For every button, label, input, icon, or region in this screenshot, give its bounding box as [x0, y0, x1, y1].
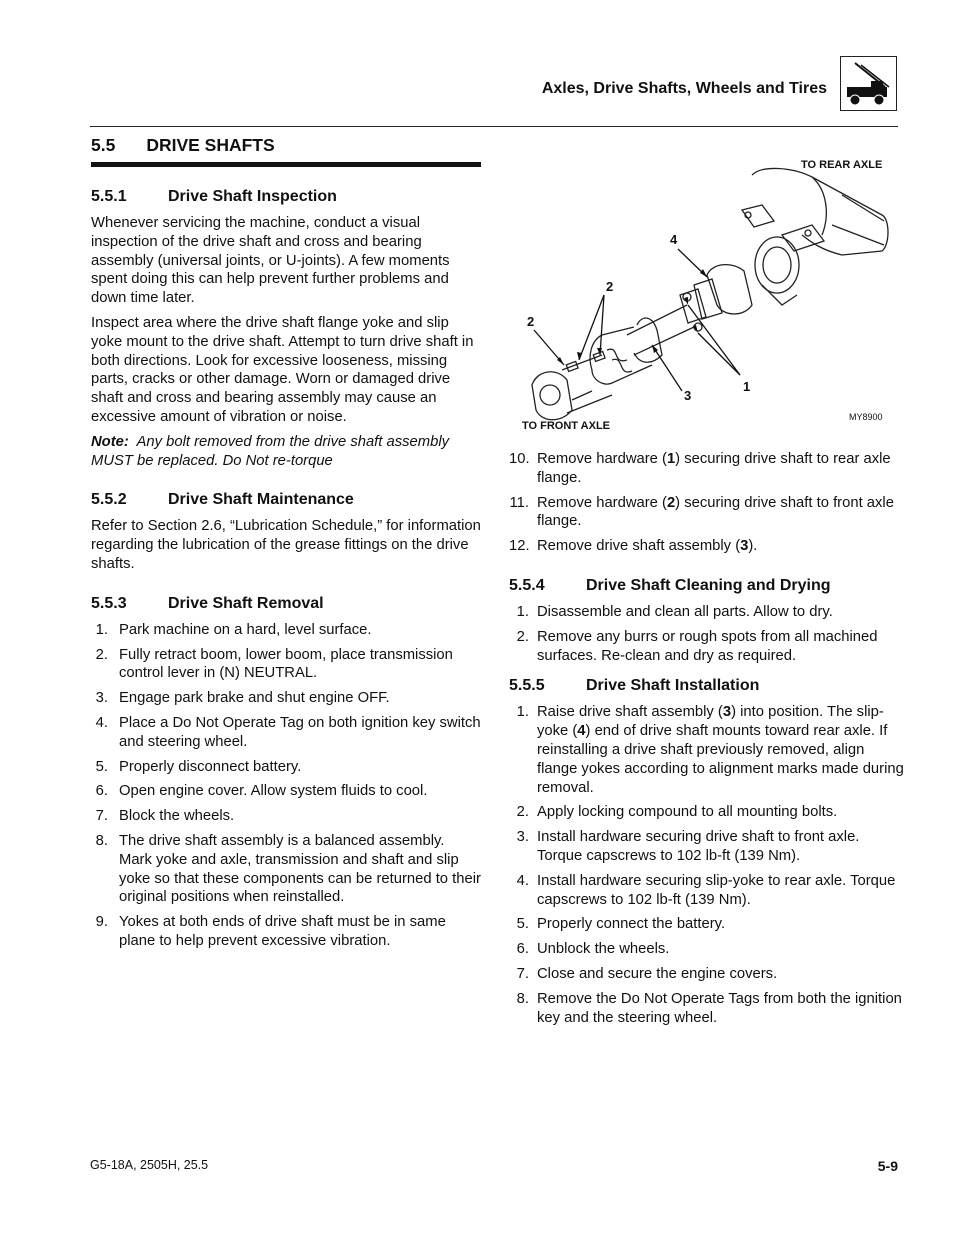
list-item: [509, 990, 904, 1028]
step-number: 7.: [516, 965, 529, 982]
step-text: Open engine cover. Allow system fluids to cool.: [119, 783, 428, 800]
subsection-number: 5.5.1: [91, 188, 127, 205]
step-text: Raise drive shaft assembly (3) into position. The slip-yoke (4) end of drive shaft mounts toward rear axle. If reinstalling a drive shaft previously removed, align flange yokes according to alignment marks made during removal.: [537, 704, 904, 796]
section-title: DRIVE SHAFTS: [146, 135, 275, 155]
step-text: Remove hardware (2) securing drive shaft to front axle flange.: [537, 494, 894, 530]
step-text: Properly connect the battery.: [537, 916, 726, 933]
paragraph: Inspect area where the drive shaft flange yoke and slip yoke mount to the drive shaft. Attempt to turn drive shaft in both directions. Look for excessive looseness, missing parts, cracks or other damage. Worn or damaged drive shaft and cross and bearing assembly may cause an excessive amount of vibration or noise.: [91, 314, 474, 425]
step-text: Close and secure the engine covers.: [537, 965, 778, 982]
list-item: [91, 782, 481, 801]
section-rule: [91, 162, 481, 167]
subsection-number: 5.5.4: [509, 576, 545, 594]
step-text: Install hardware securing slip-yoke to rear axle. Torque capscrews to 102 lb-ft (139 Nm).: [537, 872, 896, 908]
subsection-title: Drive Shaft Maintenance: [168, 491, 354, 509]
subsection-heading-removal: [91, 595, 481, 613]
paragraph: Refer to Section 2.6, “Lubrication Schedule,” for information regarding the lubrication of the grease fittings on the drive shafts.: [91, 518, 481, 572]
list-item: [91, 714, 481, 752]
step-text: Park machine on a hard, level surface.: [119, 621, 372, 638]
chapter-title: Axles, Drive Shafts, Wheels and Tires: [541, 80, 827, 97]
list-item: [91, 807, 481, 826]
callout-2: 2: [527, 314, 535, 329]
paragraph: Whenever servicing the machine, conduct a visual inspection of the drive shaft and cross and bearing assembly (universal joints, or U-joints). A few moments spent doing this can help prevent further problems and down time later.: [91, 215, 450, 307]
cleaning-steps: [509, 603, 904, 665]
step-number: 11.: [509, 494, 529, 511]
step-number: 2.: [95, 646, 108, 663]
list-item: [509, 803, 904, 822]
header-rule: [90, 126, 898, 127]
left-column: [91, 135, 481, 957]
step-number: 1.: [95, 621, 108, 638]
section-number: 5.5: [91, 135, 116, 155]
to-front-axle-label: TO FRONT AXLE: [522, 420, 610, 432]
to-rear-axle-label: TO REAR AXLE: [801, 159, 883, 171]
step-number: 12.: [509, 538, 530, 555]
callout-1: 1: [743, 379, 751, 394]
step-text: Apply locking compound to all mounting bolts.: [537, 804, 838, 821]
list-item: [509, 537, 904, 556]
step-text: Disassemble and clean all parts. Allow to dry.: [537, 603, 833, 620]
step-text: Properly disconnect battery.: [119, 758, 302, 775]
list-item: [509, 828, 904, 866]
step-text: Unblock the wheels.: [537, 941, 670, 958]
subsection-number: 5.5.2: [91, 491, 127, 509]
step-text: Remove any burrs or rough spots from all machined surfaces. Re-clean and dry as required.: [537, 628, 878, 664]
list-item: [91, 758, 481, 777]
step-number: 1.: [516, 704, 529, 721]
step-text: Remove the Do Not Operate Tags from both the ignition key and the steering wheel.: [537, 990, 902, 1026]
subsection-number: 5.5.5: [509, 677, 545, 695]
list-item: [91, 621, 481, 640]
list-item: [91, 689, 481, 708]
step-number: 9.: [95, 914, 108, 931]
callout-2: 2: [606, 279, 614, 294]
step-number: 3.: [95, 690, 108, 707]
step-number: 6.: [516, 941, 529, 958]
note-text: Any bolt removed from the drive shaft assembly MUST be replaced. Do Not re-torque: [91, 433, 450, 469]
subsection-number: 5.5.3: [91, 594, 127, 612]
list-item: [509, 628, 904, 666]
installation-steps: [509, 703, 904, 1027]
callout-4: 4: [670, 232, 678, 247]
subsection-title: Drive Shaft Removal: [168, 594, 324, 612]
subsection-title: Drive Shaft Cleaning and Drying: [586, 576, 831, 594]
list-item: [509, 965, 904, 984]
list-item: [509, 450, 904, 488]
step-text: The drive shaft assembly is a balanced assembly. Mark yoke and axle, transmission and shaft and slip yoke so that these components can be returned to their original positions when reinstalled.: [119, 832, 481, 906]
subsection-heading-inspection: [91, 188, 481, 206]
step-text: Engage park brake and shut engine OFF.: [119, 690, 390, 707]
list-item: [509, 494, 904, 532]
right-column: [509, 450, 904, 1033]
step-number: 8.: [516, 990, 529, 1007]
list-item: [509, 940, 904, 959]
list-item: [509, 703, 904, 797]
page-number: 5-9: [877, 1158, 898, 1174]
subsection-heading-cleaning: [509, 577, 904, 595]
step-text: Fully retract boom, lower boom, place transmission control lever in (N) NEUTRAL.: [119, 646, 453, 682]
list-item: [509, 603, 904, 622]
drive-shaft-illustration: [512, 155, 892, 440]
step-number: 6.: [95, 783, 108, 800]
step-number: 2.: [516, 628, 529, 645]
list-item: [509, 872, 904, 910]
note-label: Note:: [91, 433, 129, 450]
step-number: 5.: [95, 758, 108, 775]
step-number: 4.: [95, 714, 108, 731]
list-item: [91, 646, 481, 684]
note: [91, 433, 481, 471]
subsection-heading-installation: [509, 677, 904, 695]
document-code: G5-18A, 2505H, 25.5: [90, 1158, 209, 1172]
list-item: [509, 915, 904, 934]
removal-steps-continued: [509, 450, 904, 556]
subsection-heading-maintenance: [91, 491, 481, 509]
subsection-title: Drive Shaft Installation: [586, 677, 760, 695]
list-item: [91, 913, 481, 951]
figure-code: MY8900: [849, 412, 883, 422]
drive-shaft-figure: [512, 155, 892, 440]
step-number: 7.: [95, 808, 108, 825]
step-number: 5.: [516, 916, 529, 933]
step-text: Remove hardware (1) securing drive shaft to rear axle flange.: [537, 451, 891, 486]
step-text: Yokes at both ends of drive shaft must be in same plane to help prevent excessive vibration.: [119, 914, 446, 949]
step-number: 8.: [95, 832, 108, 849]
step-text: Place a Do Not Operate Tag on both ignition key switch and steering wheel.: [119, 714, 481, 750]
step-number: 3.: [516, 829, 529, 846]
list-item: [91, 832, 481, 907]
step-text: Install hardware securing drive shaft to front axle. Torque capscrews to 102 lb-ft (139 Nm).: [537, 829, 860, 864]
step-text: Block the wheels.: [119, 808, 235, 825]
lift-machine-icon: [840, 56, 897, 111]
step-number: 4.: [516, 872, 529, 889]
step-number: 2.: [516, 804, 529, 821]
removal-steps: [91, 621, 481, 951]
step-number: 10.: [509, 451, 530, 467]
subsection-title: Drive Shaft Inspection: [168, 188, 337, 205]
step-text: Remove drive shaft assembly (3).: [537, 538, 758, 555]
step-number: 1.: [516, 603, 529, 620]
section-heading: [91, 135, 481, 156]
callout-3: 3: [684, 388, 692, 403]
